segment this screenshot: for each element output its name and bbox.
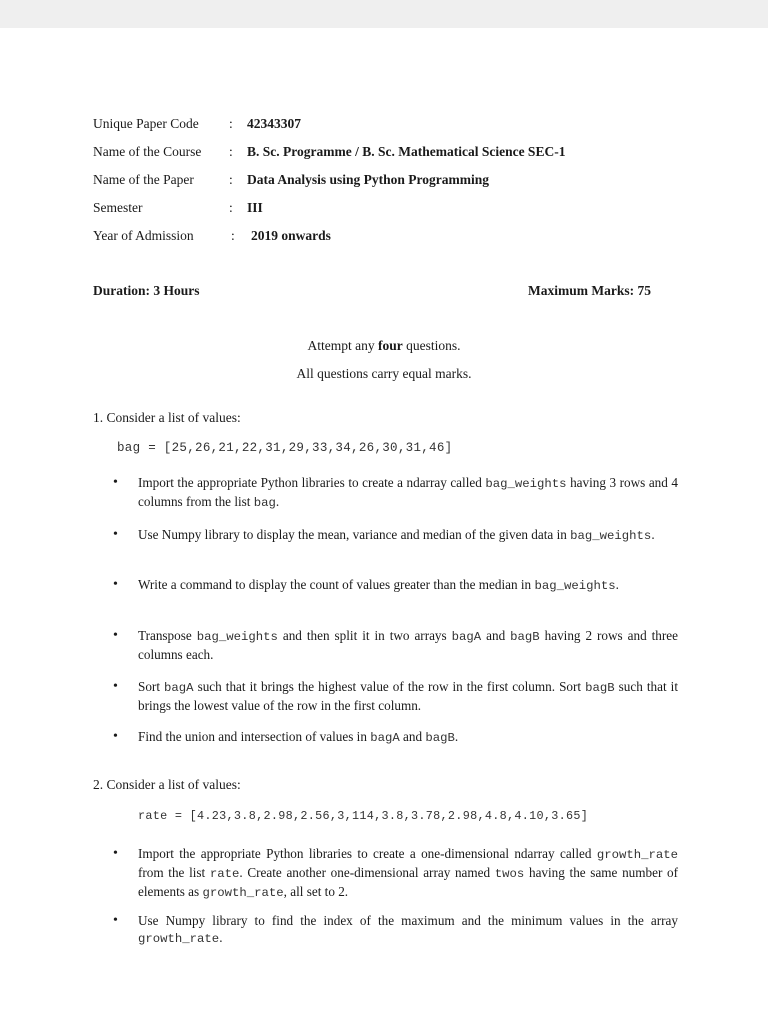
instruction-marks: All questions carry equal marks. (296, 366, 472, 381)
meta-value: B. Sc. Programme / B. Sc. Mathematical Science SEC-1 (247, 144, 566, 159)
meta-colon: : (231, 228, 235, 243)
q1-bullet-1: • Import the appropriate Python libraries to create a ndarray called bag_weights having 3 rows and 4 columns from the list bag. (113, 475, 679, 510)
meta-label: Name of the Course (93, 144, 202, 159)
meta-value: 42343307 (247, 116, 301, 131)
meta-label: Year of Admission (93, 228, 194, 243)
q2-bullet-2: • Use Numpy library to find the index of the maximum and the minimum values in the array growth_rate. (113, 913, 678, 946)
meta-colon: : (229, 172, 233, 187)
meta-value: 2019 onwards (251, 228, 331, 243)
meta-colon: : (229, 144, 233, 159)
instruction-attempt: Attempt any four questions. (307, 338, 461, 353)
q1-bullet-4: • Transpose bag_weights and then split it in two arrays bagA and bagB having 2 rows and three columns each. (113, 628, 678, 662)
meta-label: Semester (93, 200, 143, 215)
q1-bullet-3: • Write a command to display the count of values greater than the median in bag_weights. (113, 577, 619, 593)
meta-value: III (247, 200, 263, 215)
maximum-marks: Maximum Marks: 75 (528, 283, 651, 298)
question-2-code: rate = [4.23,3.8,2.98,2.56,3,114,3.8,3.78,2.98,4.8,4.10,3.65] (138, 809, 589, 823)
question-1-title: 1. Consider a list of values: (93, 410, 241, 425)
question-2-title: 2. Consider a list of values: (93, 777, 241, 792)
meta-colon: : (229, 200, 233, 215)
q1-bullet-2: • Use Numpy library to display the mean, variance and median of the given data in bag_weights. (113, 527, 655, 543)
question-1-code: bag = [25,26,21,22,31,29,33,34,26,30,31,46] (117, 441, 453, 455)
meta-label: Name of the Paper (93, 172, 194, 187)
duration: Duration: 3 Hours (93, 283, 200, 298)
meta-colon: : (229, 116, 233, 131)
q1-bullet-5: • Sort bagA such that it brings the highest value of the row in the first column. Sort bagB such that it brings the lowest value of the row in the first column. (113, 679, 679, 713)
q2-bullet-1: • Import the appropriate Python libraries to create a one-dimensional ndarray called growth_rate from the list rate. Create another one-dimensional array named twos having the same number of elements as growth_rate, all set to 2. (113, 846, 679, 900)
q1-bullet-6: • Find the union and intersection of values in bagA and bagB. (113, 729, 459, 745)
meta-value: Data Analysis using Python Programming (247, 172, 490, 187)
meta-label: Unique Paper Code (93, 116, 199, 131)
instruction-bold-count: four (377, 338, 403, 353)
